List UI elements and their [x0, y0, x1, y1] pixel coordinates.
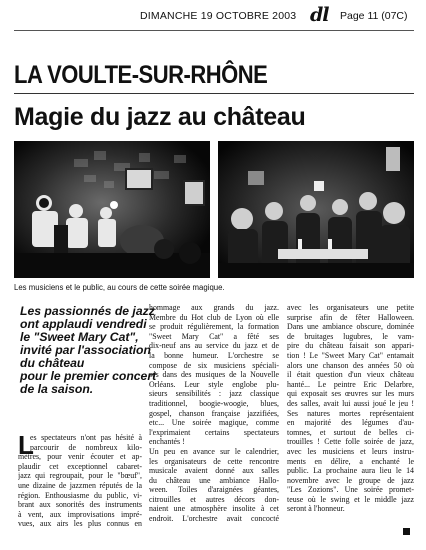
body-line: en majorité des légumes d'au-: [287, 418, 414, 428]
body-line: jazz qui regroupait, pour le "bœuf",: [18, 471, 142, 481]
article-lead: [20, 304, 157, 396]
body-line: parcourir de nombreux kilo-: [30, 442, 142, 452]
body-line: alors une chanson des années 50 où: [287, 360, 414, 370]
body-line: région. Enthousiasme du public, vi-: [18, 490, 142, 500]
body-line: se produit régulièrement, la formation: [149, 322, 279, 332]
rubric-rule: [14, 93, 414, 94]
lead-line: ont applaudi vendredi: [20, 317, 147, 331]
body-line: surprise afin de fêter Halloween.: [287, 312, 414, 322]
body-line: gospel, chanson française jazzifiées,: [149, 408, 279, 418]
body-line: enchantés !: [149, 437, 185, 447]
lead-line: le "Sweet Mary Cat",: [20, 330, 139, 344]
article-column-2: [149, 303, 279, 524]
lead-line: du château: [20, 356, 85, 370]
body-line: Membre du Hot club de Lyon où elle: [149, 312, 279, 322]
drop-cap: L: [18, 433, 34, 457]
body-line: vues, aux airs les plus connus en: [18, 519, 142, 529]
body-line: de bruitages lugubres, le vam-: [287, 331, 414, 341]
body-line: tomnes, et surtout de belles ci-: [287, 427, 414, 437]
body-line: Un peu en avance sur le calendrier,: [149, 446, 279, 456]
body-line: hanté... Le peintre Eric Delarbre,: [287, 379, 414, 389]
article-end-mark: [403, 528, 410, 535]
lead-line: invité par l'association: [20, 343, 151, 357]
body-line: brant aux sonorités des instruments: [18, 500, 142, 510]
body-line: sieurs sensibilités : jazz classique: [149, 389, 279, 399]
body-line: trouilles ! Cette folle soirée de jazz,: [287, 437, 414, 447]
body-line: plaudir cet exceptionnel cabaret-: [18, 461, 142, 471]
body-line: sés dans des musiques de la Nouvelle: [149, 370, 279, 380]
body-line: Orléans. Leur style englobe plu-: [149, 379, 279, 389]
body-line: à vent, aux improvisations impré-: [18, 509, 142, 519]
body-line: tion ! Le "Sweet Mary Cat" entamait: [287, 350, 414, 360]
body-line: endroit. L'orchestre avait concocté: [149, 514, 279, 524]
article-column-1: [18, 433, 142, 529]
body-line: qui exposait ses œuvres sur les murs: [287, 389, 414, 399]
body-line: novembre avec le groupe de jazz: [287, 475, 414, 485]
body-line: Ses natures mortes représentaient: [287, 408, 414, 418]
lead-line: Les passionnés de jazz: [20, 304, 155, 318]
body-line: naient une atmosphère insolite à cet: [149, 504, 279, 514]
body-line: teuse où le swing et le middle jazz: [287, 494, 414, 504]
page-header: [0, 6, 426, 26]
body-line: "Les Zozions". Une soirée promet-: [287, 485, 414, 495]
photo-caption: Les musiciens et le public, au cours de cette soirée magique.: [14, 283, 225, 292]
body-line: avec les musiciens et leurs instru-: [287, 446, 414, 456]
body-line: "Sweet Mary Cat" a fêté ses: [149, 331, 279, 341]
article-headline: Magie du jazz au château: [14, 103, 306, 131]
body-line: ments en délire, a enchanté le: [287, 456, 414, 466]
body-line: seront à l'honneur.: [287, 504, 345, 514]
header-date: DIMANCHE 19 OCTOBRE 2003: [140, 10, 297, 22]
body-line: es spectateurs n'ont pas hésité à: [30, 433, 142, 442]
body-line: la bonne humeur. L'orchestre se: [149, 350, 279, 360]
body-line: hommage aux grands du jazz.: [149, 303, 279, 312]
body-line: il était question d'un vieux château: [287, 370, 414, 380]
article-column-3: [287, 303, 414, 514]
body-line: les organisateurs de cette rencontre: [149, 456, 279, 466]
section-rubric: LA VOULTE-SUR-RHÔNE: [14, 60, 268, 89]
body-line: mètres, pour venir écouter et ap-: [18, 452, 142, 462]
body-line: traditionnel, boogie-woogie, blues,: [149, 398, 279, 408]
body-line: l'exprimaient certains spectateurs: [149, 427, 279, 437]
body-line: une dizaine de jazzmen réputés de la: [18, 480, 142, 490]
body-line: pire du château faisait son appari-: [287, 341, 414, 351]
header-rule: [14, 30, 414, 31]
body-line: avec les organisateurs une petite: [287, 303, 414, 312]
body-line: etc... Une soirée magique, comme: [149, 418, 279, 428]
photo-audience-icon: [218, 141, 414, 278]
header-page-number: Page 11 (07C): [340, 10, 408, 22]
body-line: dix-neuf ans au service du jazz et de: [149, 341, 279, 351]
body-line: musicale avaient donné aux salles: [149, 466, 279, 476]
body-line: des salles, avait lui aussi joué le jeu !: [287, 398, 414, 408]
lead-line: de la saison.: [20, 382, 94, 396]
body-line: du château une ambiance Hallo-: [149, 475, 279, 485]
body-line: compose de six musiciens spéciali-: [149, 360, 279, 370]
newspaper-logo: dl: [310, 4, 329, 26]
body-line: citrouilles et autres décors don-: [149, 494, 279, 504]
body-line: Dans une ambiance obscure, dominée: [287, 322, 414, 332]
body-line: ween. Toiles d'araignées géantes,: [149, 485, 279, 495]
body-line: public. La prochaine aura lieu le 14: [287, 466, 414, 476]
photo-musicians-icon: [14, 141, 210, 278]
lead-line: pour le premier concert: [20, 369, 157, 383]
